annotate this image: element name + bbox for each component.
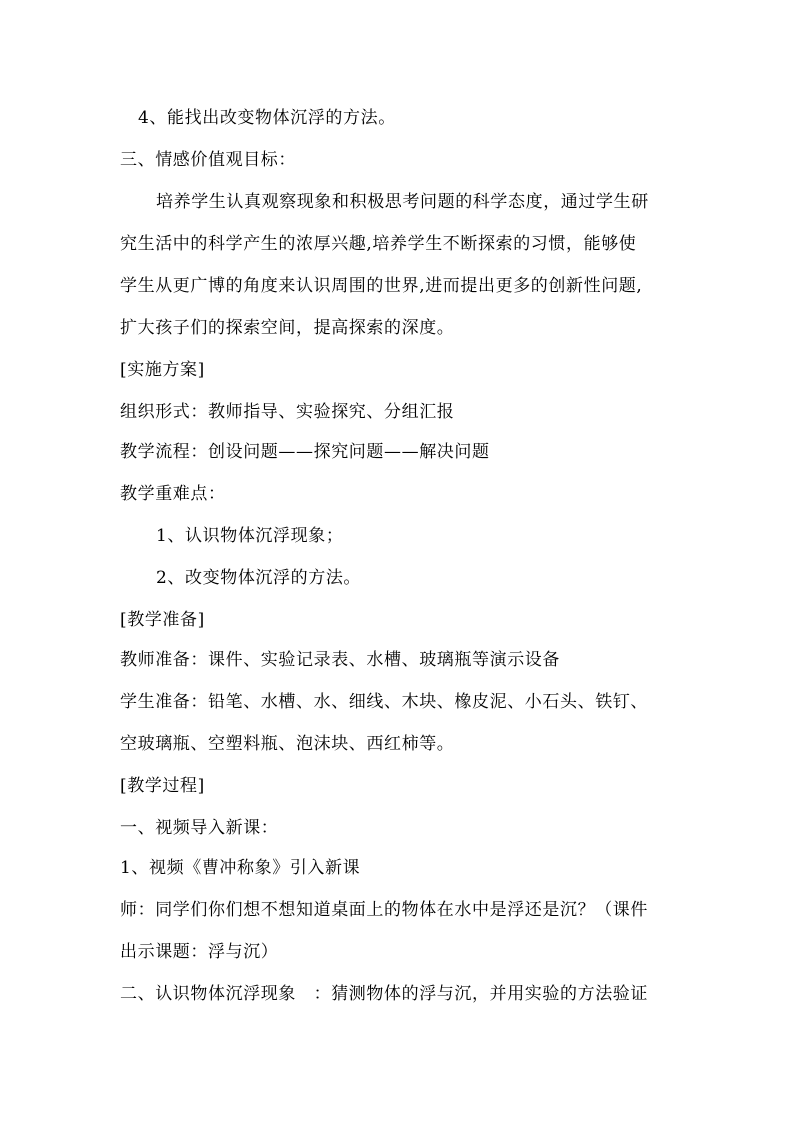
- process-step-heading: 二、认识物体沉浮现象 ：猜测物体的浮与沉，并用实验的方法验证: [120, 984, 648, 1004]
- teacher-preparation: 教师准备：课件、实验记录表、水槽、玻璃瓶等演示设备: [120, 650, 560, 670]
- process-substep: 1、视频《曹冲称象》引入新课: [120, 858, 361, 878]
- section-heading-process: [教学过程]: [120, 776, 205, 796]
- section-heading-preparation: [教学准备]: [120, 610, 205, 630]
- key-point-item: 2、改变物体沉浮的方法。: [156, 568, 362, 588]
- section-heading-emotional-goals: 三、情感价值观目标：: [120, 150, 296, 170]
- paragraph-line: 究生活中的科学产生的浓厚兴趣,培养学生不断探索的习惯，能够使: [120, 234, 637, 254]
- paragraph-line: 学生从更广博的角度来认识周围的世界,进而提出更多的创新性问题,: [120, 276, 643, 296]
- student-preparation: 学生准备：铅笔、水槽、水、细线、木块、橡皮泥、小石头、铁钉、: [120, 692, 648, 712]
- paragraph-line: 培养学生认真观察现象和积极思考问题的科学态度，通过学生研: [156, 192, 649, 212]
- objective-item-4: 4、能找出改变物体沉浮的方法。: [138, 108, 396, 128]
- teaching-process: 教学流程：创设问题——探究问题——解决问题: [120, 442, 490, 462]
- key-point-item: 1、认识物体沉浮现象；: [156, 526, 344, 546]
- process-step-heading: 一、视频导入新课：: [120, 818, 279, 838]
- organization-form: 组织形式：教师指导、实验探究、分组汇报: [120, 402, 455, 422]
- paragraph-line: 扩大孩子们的探索空间，提高探索的深度。: [120, 318, 455, 338]
- teacher-dialogue-cont: 出示课题：浮与沉）: [120, 942, 279, 962]
- section-heading-implementation: [实施方案]: [120, 360, 205, 380]
- student-preparation-cont: 空玻璃瓶、空塑料瓶、泡沫块、西红柿等。: [120, 734, 455, 754]
- teacher-dialogue: 师：同学们你们想不想知道桌面上的物体在水中是浮还是沉？（课件: [120, 900, 648, 920]
- key-points-heading: 教学重难点：: [120, 484, 226, 504]
